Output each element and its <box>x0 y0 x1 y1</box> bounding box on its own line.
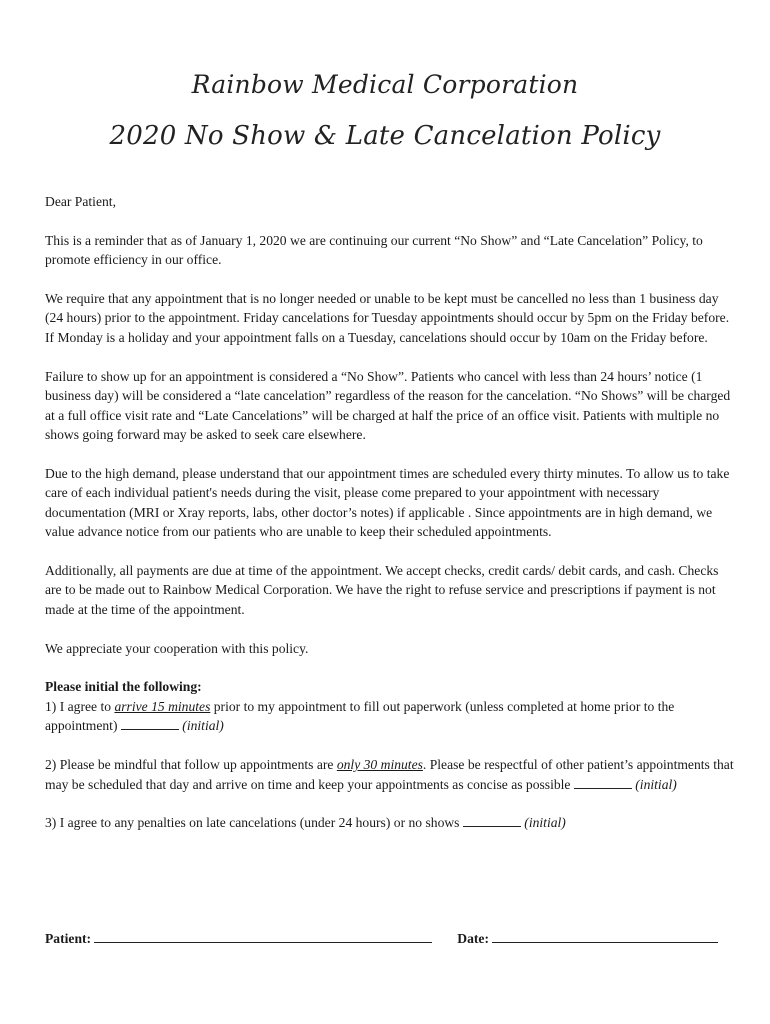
date-field[interactable] <box>492 930 718 943</box>
paragraph-scheduling: Due to the high demand, please understand that our appointment times are scheduled every thirty minutes. To allow us to take care of each individual patient's needs during the visit, please come prepared to your appointment with necessary documentation (MRI or Xray reports, labs, other doctor’s notes) if applicable . Since appointments are in high demand, we value advance notice from our patients who are unable to keep their scheduled appointments. <box>45 465 730 540</box>
initial-item-1-emphasis: arrive 15 minutes <box>114 698 211 714</box>
initial-label-1: (initial) <box>182 718 224 734</box>
company-name: Rainbow Medical Corporation <box>191 70 579 99</box>
initial-label-3: (initial) <box>524 815 566 831</box>
paragraph-payments: Additionally, all payments are due at time of the appointment. We accept checks, credit cards/ debit cards, and cash. Checks are to be made out to Rainbow Medical Corporation. We have the right to refuse service and prescriptions if payment is not made at the time of the appointment. <box>45 562 719 617</box>
paragraph-cancellation-requirement: We require that any appointment that is no longer needed or unable to be kept must be cancelled no less than 1 business day (24 hours) prior to the appointment. Friday cancelations for Tuesday appointments should occur by 5pm on the Friday before. If Monday is a holiday and your appointment falls on a Tuesday, cancelations should occur by 10am on the Friday before. <box>45 290 730 345</box>
initial-blank-3[interactable] <box>463 814 521 827</box>
initial-item-1-post: prior to my appointment to fill out paperwork (unless completed at home prior to the appointment) <box>45 698 675 734</box>
initial-item-2-pre: 2) Please be mindful that follow up appointments are <box>45 757 337 772</box>
initial-item-2-emphasis: only 30 minutes <box>336 757 423 772</box>
initials-heading: Please initial the following: <box>45 679 202 695</box>
patient-signature-field[interactable] <box>94 930 432 943</box>
letter-body <box>45 192 735 852</box>
policy-title: 2020 No Show & Late Cancelation Policy <box>109 121 661 151</box>
initial-item-2 <box>45 755 735 794</box>
initial-blank-2[interactable] <box>574 776 632 789</box>
initial-label-2: (initial) <box>635 776 677 792</box>
paragraph-no-show-definition: Failure to show up for an appointment is considered a “No Show”. Patients who cancel with less than 24 hours’ notice (1 business day) will be considered a “late cancelation” regardless of the reason for the cancelation. “No Shows” will be charged at a full office visit rate and “Late Cancelations” will be charged at half the price of an office visit. Patients with multiple no shows going forward may be asked to seek care elsewhere. <box>45 368 731 443</box>
date-label: Date: <box>457 931 489 946</box>
patient-label: Patient: <box>45 931 92 946</box>
initial-item-2-post: . Please be respectful of other patient’s appointments that may be scheduled that day and arrive on time and keep your appointments as concise as possible <box>45 757 734 792</box>
initial-blank-1[interactable] <box>121 717 179 730</box>
initial-item-1 <box>45 697 735 736</box>
initial-item-1-pre: 1) I agree to <box>45 698 115 714</box>
signature-line <box>45 929 735 948</box>
greeting: Dear Patient, <box>45 194 116 209</box>
initial-item-3-pre: 3) I agree to any penalties on late cancelations (under 24 hours) or no shows <box>45 815 463 831</box>
paragraph-appreciation: We appreciate your cooperation with this policy. <box>45 640 309 656</box>
initial-item-3 <box>45 813 735 833</box>
paragraph-reminder: This is a reminder that as of January 1, 2020 we are continuing our current “No Show” and “Late Cancelation” Policy, to promote efficiency in our office. <box>45 232 703 268</box>
